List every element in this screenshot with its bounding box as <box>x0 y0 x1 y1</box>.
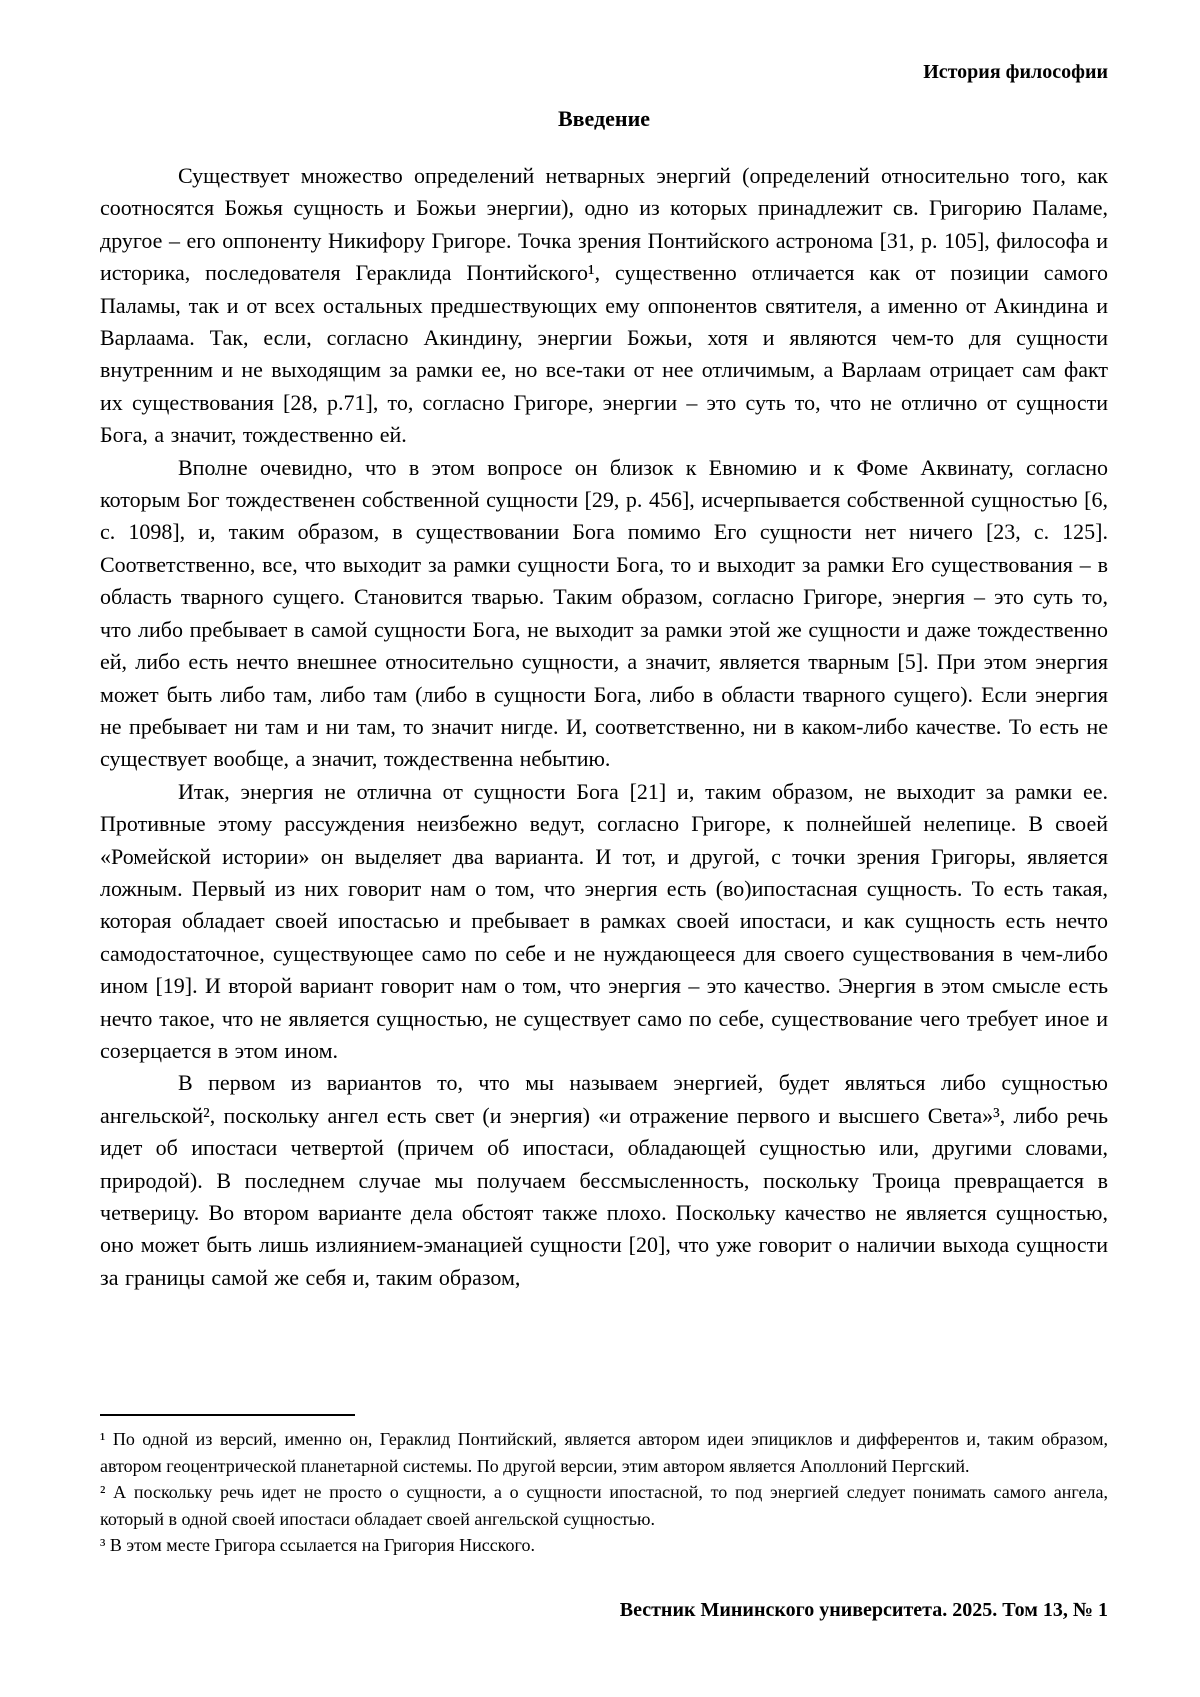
paragraph-4: В первом из вариантов то, что мы называем энергией, будет являться либо сущностью ангельской², поскольку ангел есть свет (и энергия) «и отражение первого и высшего Света»³, либо речь идет об ипостаси четвертой (причем об ипостаси, обладающей сущностью или, другими словами, природой). В последнем случае мы получаем бессмысленность, поскольку Троица превращается в четверицу. Во втором варианте дела обстоят также плохо. Поскольку качество не является сущностью, оно может быть лишь излиянием-эманацией сущности [20], что уже говорит о наличии выхода сущности за границы самой же себя и, таким образом, <box>100 1070 1108 1290</box>
paragraph-2: Вполне очевидно, что в этом вопросе он близок к Евномию и к Фоме Аквинату, согласно которым Бог тождественен собственной сущности [29, p. 456], исчерпывается собственной сущностью [6, с. 1098], и, таким образом, в существовании Бога помимо Его сущности нет ничего [23, с. 125]. Соответственно, все, что выходит за рамки сущности Бога, то и выходит за рамки Его существования – в область тварного сущего. Становится тварью. Таким образом, согласно Григоре, энергия – это суть то, что либо пребывает в самой сущности Бога, не выходит за рамки этой же сущности и даже тождественно ей, либо есть нечто внешнее относительно сущности, а значит, является тварным [5]. При этом энергия может быть либо там, либо там (либо в сущности Бога, либо в области тварного сущего). Если энергия не пребывает ни там и ни там, то значит нигде. И, соответственно, ни в каком-либо качестве. То есть не существует вообще, а значит, тождественна небытию. <box>100 454 1108 772</box>
footnote-1: ¹ По одной из версий, именно он, Гераклид Понтийский, является автором идеи эпициклов и дифферентов и, таким образом, автором геоцентрической планетарной системы. По другой версии, этим автором является Аполлоний Пергский. <box>100 1429 1108 1476</box>
footnotes-section <box>100 1414 1108 1559</box>
running-header: История философии <box>923 61 1108 83</box>
footnote-3: ³ В этом месте Григора ссылается на Григория Нисского. <box>100 1535 535 1555</box>
article-body <box>100 160 1108 1294</box>
page-title: Введение <box>557 106 651 131</box>
paragraph-3: Итак, энергия не отлична от сущности Бога [21] и, таким образом, не выходит за рамки ее. Противные этому рассуждения неизбежно ведут, согласно Григоре, к полнейшей нелепице. В своей «Ромейской истории» он выделяет два варианта. И тот, и другой, с точки зрения Григоры, является ложным. Первый из них говорит нам о том, что энергия есть (во)ипостасная сущность. То есть такая, которая обладает своей ипостасью и пребывает в рамках своей ипостаси, и как сущность есть нечто самодостаточное, существующее само по себе и не нуждающееся для своего существования в чем-либо ином [19]. И второй вариант говорит нам о том, что энергия – это качество. Энергия в этом смысле есть нечто такое, что не является сущностью, не существует само по себе, существование чего требует иное и созерцается в этом ином. <box>100 778 1108 1063</box>
footnote-separator-rule <box>100 1414 355 1416</box>
footnote-2: ² А поскольку речь идет не просто о сущности, а о сущности ипостасной, то под энергией следует понимать самого ангела, который в одной своей ипостаси обладает своей ангельской сущностью. <box>100 1482 1108 1529</box>
journal-citation-footer: Вестник Мининского университета. 2025. Том 13, № 1 <box>619 1599 1108 1621</box>
paragraph-1: Существует множество определений нетварных энергий (определений относительно того, как соотносятся Божья сущность и Божьи энергии), одно из которых принадлежит св. Григорию Паламе, другое – его оппоненту Никифору Григоре. Точка зрения Понтийского астронома [31, p. 105], философа и историка, последователя Гераклида Понтийского¹, существенно отличается как от позиции самого Паламы, так и от всех остальных предшествующих ему оппонентов святителя, а именно от Акиндина и Варлаама. Так, если, согласно Акиндину, энергии Божьи, хотя и являются чем-то для сущности внутренним и не выходящим за рамки ее, но все-таки от нее отличимым, а Варлаам отрицает сам факт их существования [28, p.71], то, согласно Григоре, энергии – это суть то, что не отлично от сущности Бога, а значит, тождественно ей. <box>100 163 1108 448</box>
